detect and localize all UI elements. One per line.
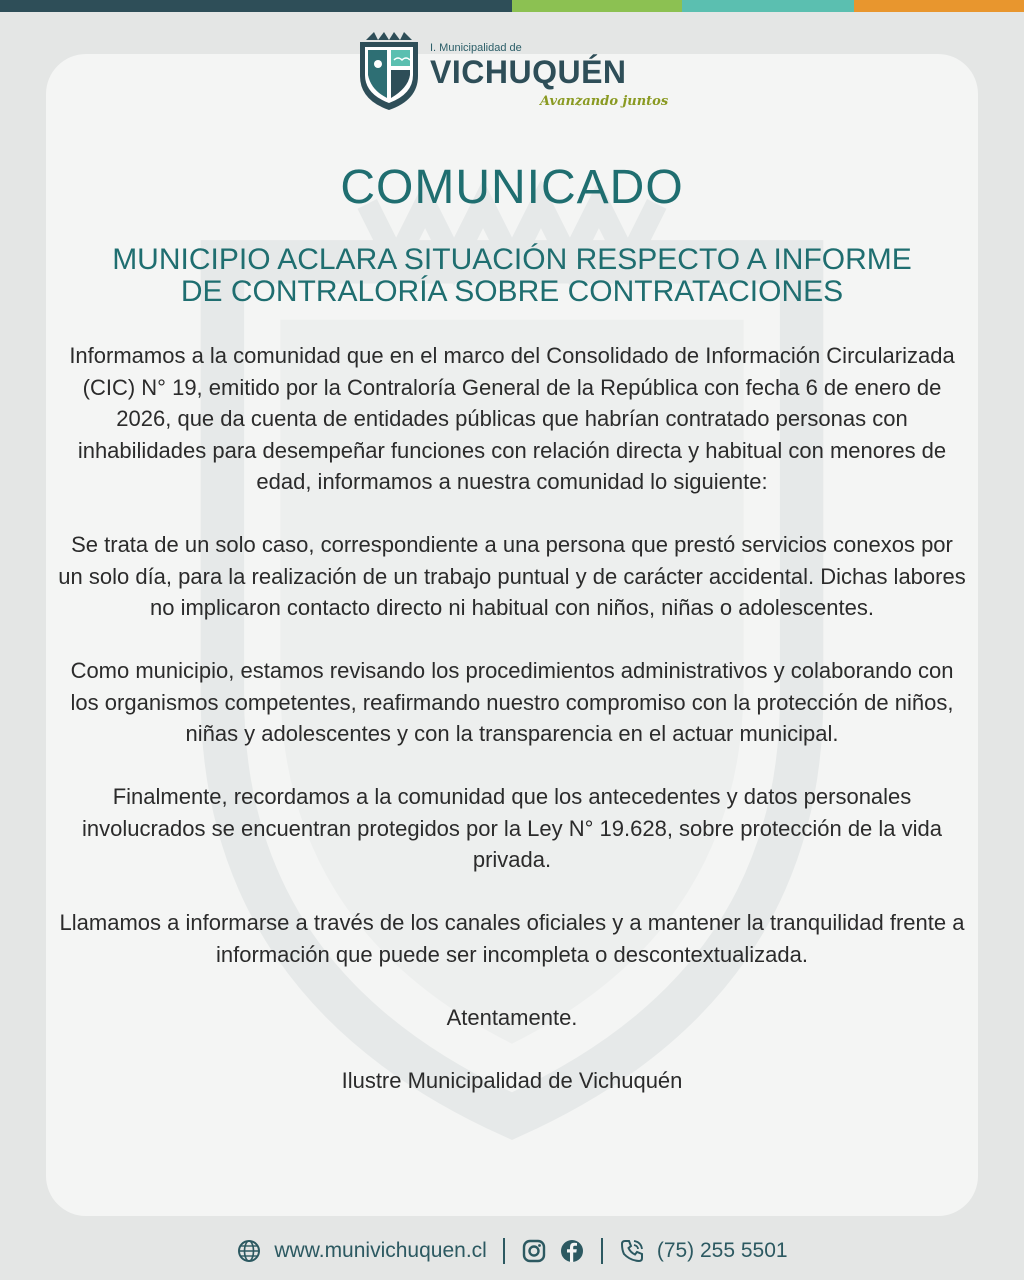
signature-text: Ilustre Municipalidad de Vichuquén xyxy=(341,1067,683,1093)
logo-name: VICHUQUÉN xyxy=(430,54,627,90)
subtitle-line-2: DE CONTRALORÍA SOBRE CONTRATACIONES xyxy=(180,275,844,308)
statement-body xyxy=(58,340,966,1096)
municipality-logo xyxy=(356,30,676,116)
top-bar-dark xyxy=(0,0,512,12)
facebook-icon[interactable] xyxy=(559,1238,585,1264)
closing-text: Atentamente. xyxy=(446,1004,578,1030)
phone-icon xyxy=(619,1238,645,1264)
page-title: COMUNICADO xyxy=(340,161,684,214)
paragraph-case: Se trata de un solo caso, correspondiente a una persona que prestó servicios conexos por un solo día, para la realización de un trabajo puntual y de carácter accidental. Dichas labores no implicaron contacto directo ni habitual con niños, niñas o adolescentes. xyxy=(58,532,966,620)
footer-divider xyxy=(503,1238,505,1264)
paragraph-intro: Informamos a la comunidad que en el marco del Consolidado de Información Circularizada (CIC) N° 19, emitido por la Contraloría General de la República con fecha 6 de enero de 2026, que da cuenta de entidades públicas que habrían contratado personas con inhabilidades para desempeñar funciones con relación directa y habitual con menores de edad, informamos a nuestra comunidad lo siguiente: xyxy=(69,343,955,494)
footer-contact xyxy=(0,1236,1024,1266)
website-link[interactable]: www.munivichuquen.cl xyxy=(274,1239,487,1262)
logo-prefix: I. Municipalidad de xyxy=(430,42,522,54)
phone-number[interactable]: (75) 255 5501 xyxy=(656,1239,788,1262)
top-color-bar xyxy=(0,0,1024,12)
shield-icon xyxy=(356,30,422,112)
subtitle-line-1: MUNICIPIO ACLARA SITUACIÓN RESPECTO A INFORME xyxy=(112,243,912,276)
logo-slogan: Avanzando juntos xyxy=(540,94,669,109)
top-bar-aqua xyxy=(682,0,854,12)
paragraph-call: Llamamos a informarse a través de los canales oficiales y a mantener la tranquilidad frente a información que puede ser incompleta o descontextualizada. xyxy=(59,910,965,967)
page-subtitle xyxy=(62,244,962,308)
footer-divider xyxy=(601,1238,603,1264)
globe-icon xyxy=(236,1238,262,1264)
paragraph-review: Como municipio, estamos revisando los procedimientos administrativos y colaborando con los organismos competentes, reafirmando nuestro compromiso con la protección de niños, niñas y adolescentes y con la transparencia en el actuar municipal. xyxy=(70,658,954,746)
paragraph-privacy: Finalmente, recordamos a la comunidad que los antecedentes y datos personales involucrados se encuentran protegidos por la Ley N° 19.628, sobre protección de la vida privada. xyxy=(82,784,942,872)
top-bar-orange xyxy=(854,0,1024,12)
instagram-icon[interactable] xyxy=(521,1238,547,1264)
top-bar-green xyxy=(512,0,682,12)
